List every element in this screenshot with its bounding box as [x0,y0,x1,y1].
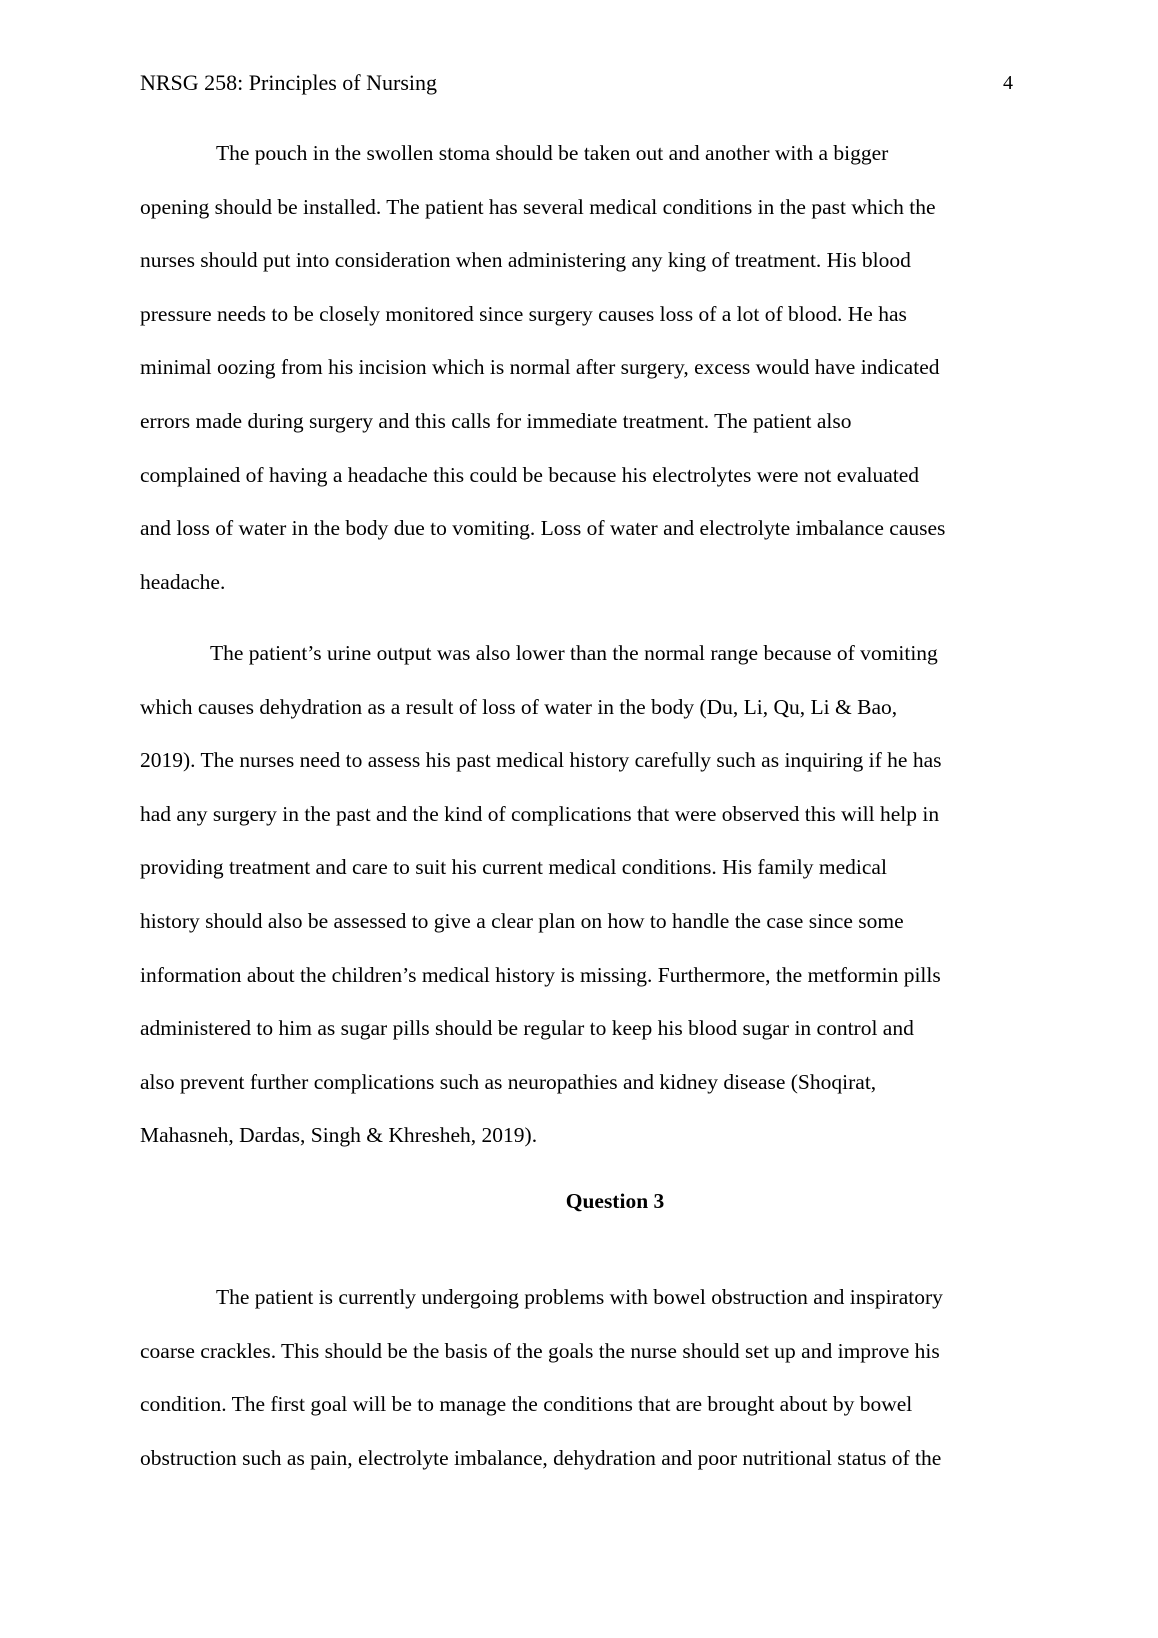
paragraph-line: pressure needs to be closely monitored since surgery causes loss of a lot of blood. He has [140,301,907,326]
paragraph-line: coarse crackles. This should be the basis of the goals the nurse should set up and improve his [140,1338,940,1363]
section-heading: Question 3 [565,1189,665,1213]
paragraph-2 [140,627,1030,1163]
paragraph-line: and loss of water in the body due to vomiting. Loss of water and electrolyte imbalance causes [140,516,946,541]
paragraph-line: minimal oozing from his incision which is normal after surgery, excess would have indicated [140,355,940,380]
paragraph-line: administered to him as sugar pills should be regular to keep his blood sugar in control and [140,1016,914,1041]
running-head: NRSG 258: Principles of Nursing [140,70,437,95]
paragraph-line: complained of having a headache this could be because his electrolytes were not evaluated [140,462,920,487]
paragraph-line: which causes dehydration as a result of loss of water in the body (Du, Li, Qu, Li & Bao, [140,694,898,719]
paragraph-line: The patient is currently undergoing problems with bowel obstruction and inspiratory [216,1285,943,1309]
paragraph-line: information about the children’s medical history is missing. Furthermore, the metformin pills [140,962,941,987]
paragraph-line: had any surgery in the past and the kind of complications that were observed this will help in [140,801,940,826]
paragraph-line: providing treatment and care to suit his current medical conditions. His family medical [140,855,887,880]
paragraph-line: Mahasneh, Dardas, Singh & Khresheh, 2019). [140,1123,538,1148]
paragraph-line: also prevent further complications such as neuropathies and kidney disease (Shoqirat, [140,1069,877,1094]
paragraph-line: The patient’s urine output was also lower than the normal range because of vomiting [210,641,938,665]
paragraph-line: condition. The first goal will be to manage the conditions that are brought about by bowel [140,1392,913,1417]
paragraph-line: headache. [140,569,226,594]
paragraph-line: 2019). The nurses need to assess his past medical history carefully such as inquiring if he has [140,748,942,773]
paragraph-line: The pouch in the swollen stoma should be taken out and another with a bigger [216,141,889,165]
paragraph-line: history should also be assessed to give a clear plan on how to handle the case since some [140,908,904,933]
paragraph-1 [140,127,1030,609]
page-number: 4 [1003,72,1013,94]
paragraph-line: obstruction such as pain, electrolyte imbalance, dehydration and poor nutritional status of the [140,1445,942,1470]
paragraph-line: errors made during surgery and this calls for immediate treatment. The patient also [140,408,852,433]
paragraph-line: opening should be installed. The patient has several medical conditions in the past which the [140,194,936,219]
paragraph-line: nurses should put into consideration when administering any king of treatment. His blood [140,248,911,273]
paragraph-3 [140,1271,1030,1485]
